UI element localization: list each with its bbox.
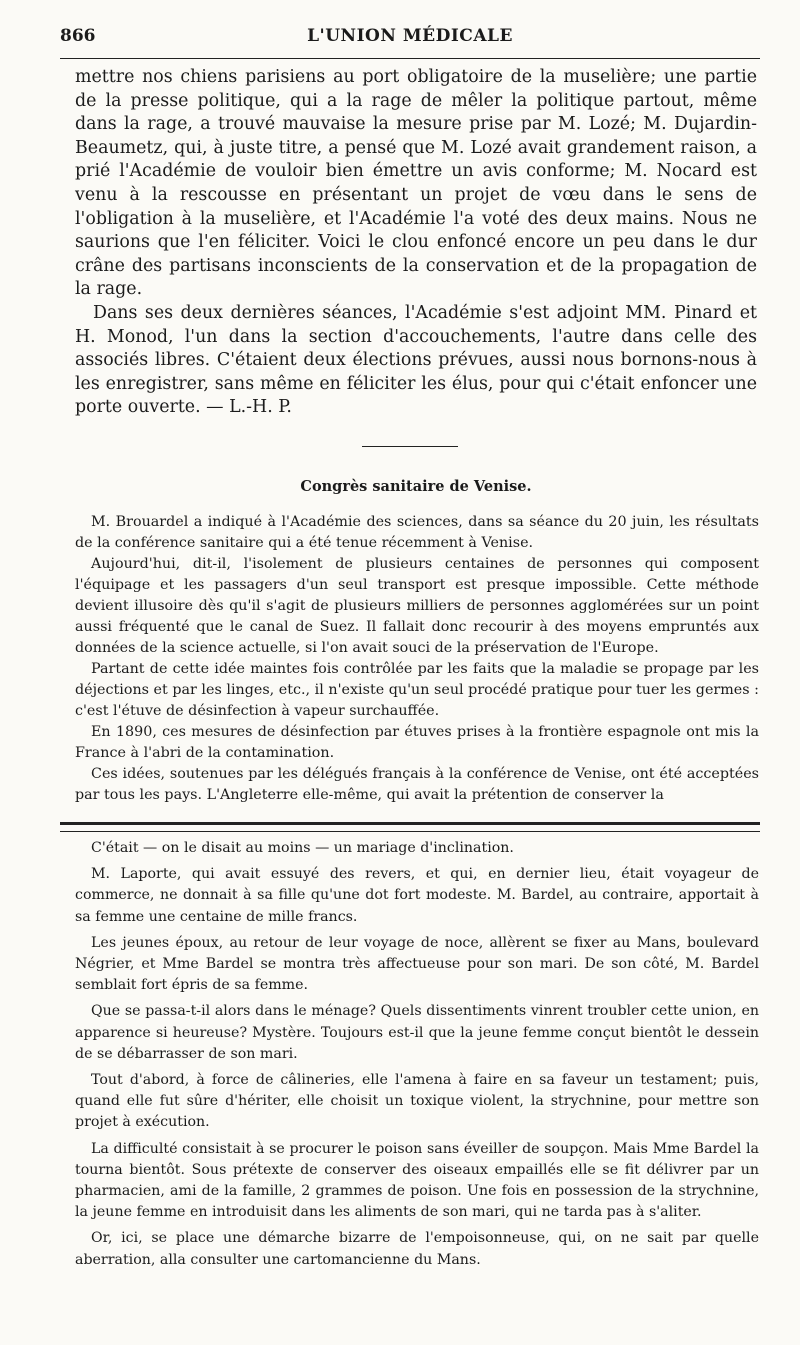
congres-paragraph-3: Partant de cette idée maintes fois contrôlée par les faits que la maladie se propage par les déjections et par les linges, etc., il n'existe qu'un seul procédé pratique pour tuer les germes : c'est l'étuve de désinfection à vapeur surchauffée.	[75, 661, 759, 719]
page-header	[60, 20, 760, 48]
section-divider	[362, 446, 458, 447]
feuilleton-paragraph-6: La difficulté consistait à se procurer le poison sans éveiller de soupçon. Mais Mme Bardel la tourna bientôt. Sous prétexte de conserver des oiseaux empaillés elle se fit délivrer par un pharmacien, ami de la famille, 2 grammes de poison. Une fois en possession de la strychnine, la jeune femme en introduisit dans les aliments de son mari, qui ne tarda pas à s'aliter.	[75, 1140, 759, 1221]
running-title: L'UNION MÉDICALE	[307, 26, 513, 46]
congres-paragraph-4: En 1890, ces mesures de désinfection par étuves prises à la frontière espagnole ont mis la France à l'abri de la contamination.	[75, 724, 759, 761]
feuilleton-paragraph-1: C'était — on le disait au moins — un mariage d'inclination.	[91, 840, 514, 856]
header-rule	[60, 58, 760, 59]
feuilleton-paragraph-5: Tout d'abord, à force de câlineries, elle l'amena à faire en sa faveur un testament; puis, quand elle fut sûre d'hériter, elle choisit un toxique violent, la strychnine, pour mettre son projet à exécution.	[75, 1072, 759, 1131]
top-article	[75, 66, 757, 420]
page-number: 866	[60, 26, 96, 46]
congres-paragraph-1: M. Brouardel a indiqué à l'Académie des sciences, dans sa séance du 20 juin, les résultats de la conférence sanitaire qui a été tenue récemment à Venise.	[75, 514, 759, 551]
congres-paragraph-5: Ces idées, soutenues par les délégués français à la conférence de Venise, ont été acceptées par tous les pays. L'Angleterre elle-même, qui avait la prétention de conserver la	[75, 766, 759, 803]
section-title: Congrès sanitaire de Venise.	[300, 478, 532, 495]
congres-paragraph-2: Aujourd'hui, dit-il, l'isolement de plusieurs centaines de personnes qui composent l'équipage et les passagers d'un seul transport est presque impossible. Cette méthode devient illusoire dès qu'il s'agit de plusieurs milliers de personnes agglomérées sur un point aussi fréquenté que le canal de Suez. Il fallait donc recourir à des moyens empruntés aux données de la science actuelle, si l'on avait souci de la préservation de l'Europe.	[75, 556, 759, 656]
congres-article	[75, 512, 759, 806]
feuilleton-article	[75, 838, 759, 1276]
top-paragraph-1: mettre nos chiens parisiens au port obligatoire de la muselière; une partie de la presse politique, qui a la rage de mêler la politique partout, même dans la rage, a trouvé mauvaise la mesure prise par M. Lozé; M. Dujardin-Beaumetz, qui, à juste titre, a pensé que M. Lozé avait grandement raison, a prié l'Académie de vouloir bien émettre un avis conforme; M. Nocard est venu à la rescousse en présentant un projet de vœu dans le sens de l'obligation à la muselière, et l'Académie l'a voté des deux mains. Nous ne saurions que l'en féliciter. Voici le clou enfoncé encore un peu dans le dur crâne des partisans inconscients de la conservation et de la propagation de la rage.	[75, 67, 757, 300]
feuilleton-paragraph-2: M. Laporte, qui avait essuyé des revers, et qui, en dernier lieu, était voyageur de commerce, ne donnait à sa fille qu'une dot fort modeste. M. Bardel, au contraire, apportait à sa femme une centaine de mille francs.	[75, 866, 759, 925]
feuilleton-paragraph-4: Que se passa-t-il alors dans le ménage? Quels dissentiments vinrent troubler cette union, en apparence si heureuse? Mystère. Toujours est-il que la jeune femme conçut bientôt le dessein de se débarrasser de son mari.	[75, 1003, 759, 1062]
feuilleton-paragraph-3: Les jeunes époux, au retour de leur voyage de noce, allèrent se fixer au Mans, boulevard Négrier, et Mme Bardel se montra très affectueuse pour son mari. De son côté, M. Bardel semblait fort épris de sa femme.	[75, 934, 759, 994]
feuilleton-rule	[60, 822, 760, 832]
top-paragraph-2: Dans ses deux dernières séances, l'Académie s'est adjoint MM. Pinard et H. Monod, l'un dans la section d'accouchements, l'autre dans celle des associés libres. C'étaient deux élections prévues, aussi nous bornons-nous à les enregistrer, sans même en féliciter les élus, pour qui c'était enfoncer une porte ouverte. — L.-H. P.	[75, 302, 757, 418]
feuilleton-paragraph-7: Or, ici, se place une démarche bizarre de l'empoisonneuse, qui, on ne sait par quelle aberration, alla consulter une cartomancienne du Mans.	[75, 1230, 759, 1268]
